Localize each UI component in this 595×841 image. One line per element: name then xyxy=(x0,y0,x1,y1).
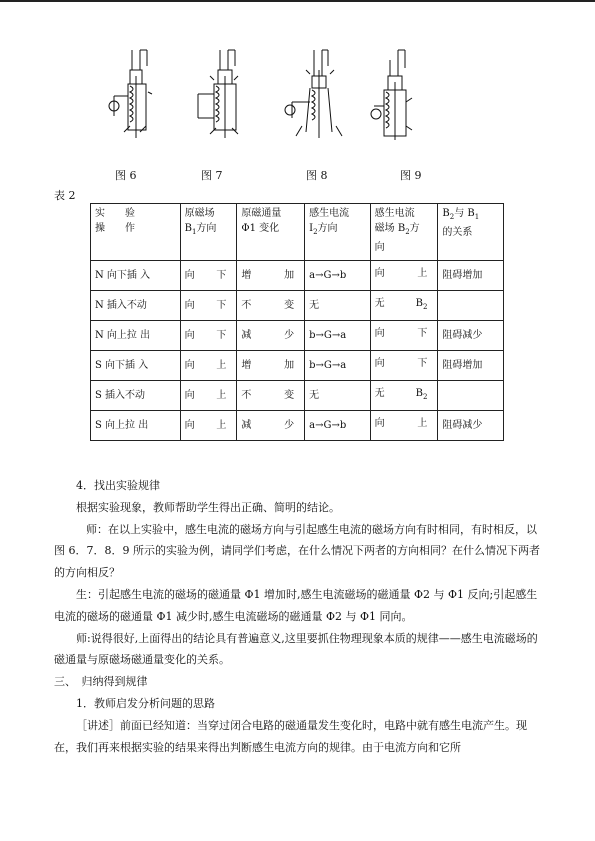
cell-b2: 无 $B_2$ xyxy=(370,381,438,411)
header-phi-change: 原磁通量 Φ1 变化 xyxy=(237,204,305,261)
table-row xyxy=(91,321,504,351)
header-b1-direction: 原磁场 $B_1$方向 xyxy=(180,204,237,261)
header-relation: $B_2$与 $B_1$ 的关系 xyxy=(438,204,504,261)
cell-b1: 向 上 xyxy=(180,351,237,381)
cell-i2: 无 xyxy=(305,381,371,411)
cell-relation: 阻碍减少 xyxy=(438,321,504,351)
cell-i2: b→G→a xyxy=(305,321,371,351)
cell-phi: 减 少 xyxy=(237,321,305,351)
cell-b1: 向 下 xyxy=(180,321,237,351)
table-row xyxy=(91,411,504,441)
figure-6-diagram xyxy=(100,46,170,141)
paragraph-2: 师：在以上实验中，感生电流的磁场方向与引起感生电流的磁场方向有时相同，有时相反，以图 6．7．8．9 所示的实验为例，请同学们考虑，在什么情况下两者的方向相同？在什么情况下两者的方向相反？ xyxy=(54,522,540,580)
section-4-heading: 4．找出实验规律 xyxy=(76,479,160,492)
cell-operation: S 向上拉 出 xyxy=(91,411,181,441)
experiment-table xyxy=(90,203,504,441)
cell-i2: 无 xyxy=(305,291,371,321)
figure-8-caption: 图 8 xyxy=(306,169,328,182)
section-3-heading: 三、 归纳得到规律 xyxy=(54,675,148,689)
figure-8-diagram xyxy=(280,46,360,141)
page-top-rule xyxy=(0,0,595,2)
cell-b1: 向 上 xyxy=(180,381,237,411)
paragraph-4: 师:说得很好,上面得出的结论具有普遍意义,这里要抓住物理现象本质的规律——感生电流磁场的磁通量与原磁场磁通量变化的关系。 xyxy=(54,631,538,667)
cell-phi: 减 少 xyxy=(237,411,305,441)
cell-i2: b→G→a xyxy=(305,351,371,381)
cell-i2: a→G→b xyxy=(305,411,371,441)
cell-phi: 增 加 xyxy=(237,351,305,381)
figure-row xyxy=(0,46,595,146)
figure-7-caption: 图 7 xyxy=(201,169,223,182)
cell-i2: a→G→b xyxy=(305,261,371,291)
cell-operation: S 向下插 入 xyxy=(91,351,181,381)
cell-phi: 不 变 xyxy=(237,381,305,411)
cell-relation: 阻碍增加 xyxy=(438,261,504,291)
cell-b2: 无 $B_2$ xyxy=(370,291,438,321)
cell-b2: 向 下 xyxy=(370,321,438,351)
cell-operation: N 向下插 入 xyxy=(91,261,181,291)
paragraph-1: 根据实验现象，教师帮助学生得出正确、简明的结论。 xyxy=(76,500,340,514)
cell-b2: 向 上 xyxy=(370,261,438,291)
figure-9-caption: 图 9 xyxy=(400,169,422,182)
body-text xyxy=(54,475,544,758)
paragraph-3: 生：引起感生电流的磁场的磁通量 Φ1 增加时,感生电流磁场的磁通量 Φ2 与 Φ1 反向;引起感生电流的磁场的磁通量 Φ1 减少时,感生电流磁场的磁通量 Φ2 与 Φ1 同向。 xyxy=(54,587,538,623)
table-row xyxy=(91,291,504,321)
subheading-1: 1．教师启发分析问题的思路 xyxy=(76,696,215,710)
cell-b1: 向 下 xyxy=(180,261,237,291)
figure-9-diagram xyxy=(370,46,440,141)
table-row xyxy=(91,261,504,291)
cell-relation xyxy=(438,291,504,321)
table-header-row xyxy=(91,204,504,261)
cell-phi: 不 变 xyxy=(237,291,305,321)
cell-relation: 阻碍减少 xyxy=(438,411,504,441)
table-row xyxy=(91,351,504,381)
cell-relation xyxy=(438,381,504,411)
cell-b1: 向 下 xyxy=(180,291,237,321)
cell-b2: 向 下 xyxy=(370,351,438,381)
header-b2-direction: 感生电流 磁场 $B_2$方 向 xyxy=(370,204,438,261)
table-label: 表 2 xyxy=(54,189,76,202)
figure-7-diagram xyxy=(190,46,260,141)
cell-relation: 阻碍增加 xyxy=(438,351,504,381)
cell-operation: N 向上拉 出 xyxy=(91,321,181,351)
cell-b1: 向 上 xyxy=(180,411,237,441)
table-row xyxy=(91,381,504,411)
paragraph-5: ［讲述］前面已经知道：当穿过闭合电路的磁通量发生变化时，电路中就有感生电流产生。现在，我们再来根据实验的结果来得出判断感生电流方向的规律。由于电流方向和它所 xyxy=(54,718,527,754)
cell-b2: 向 上 xyxy=(370,411,438,441)
figure-6-caption: 图 6 xyxy=(115,169,137,182)
cell-operation: S 插入不动 xyxy=(91,381,181,411)
header-i2-direction: 感生电流 $I_2$方向 xyxy=(305,204,371,261)
cell-operation: N 插入不动 xyxy=(91,291,181,321)
cell-phi: 增 加 xyxy=(237,261,305,291)
header-operation: 实 验 操 作 xyxy=(91,204,181,261)
